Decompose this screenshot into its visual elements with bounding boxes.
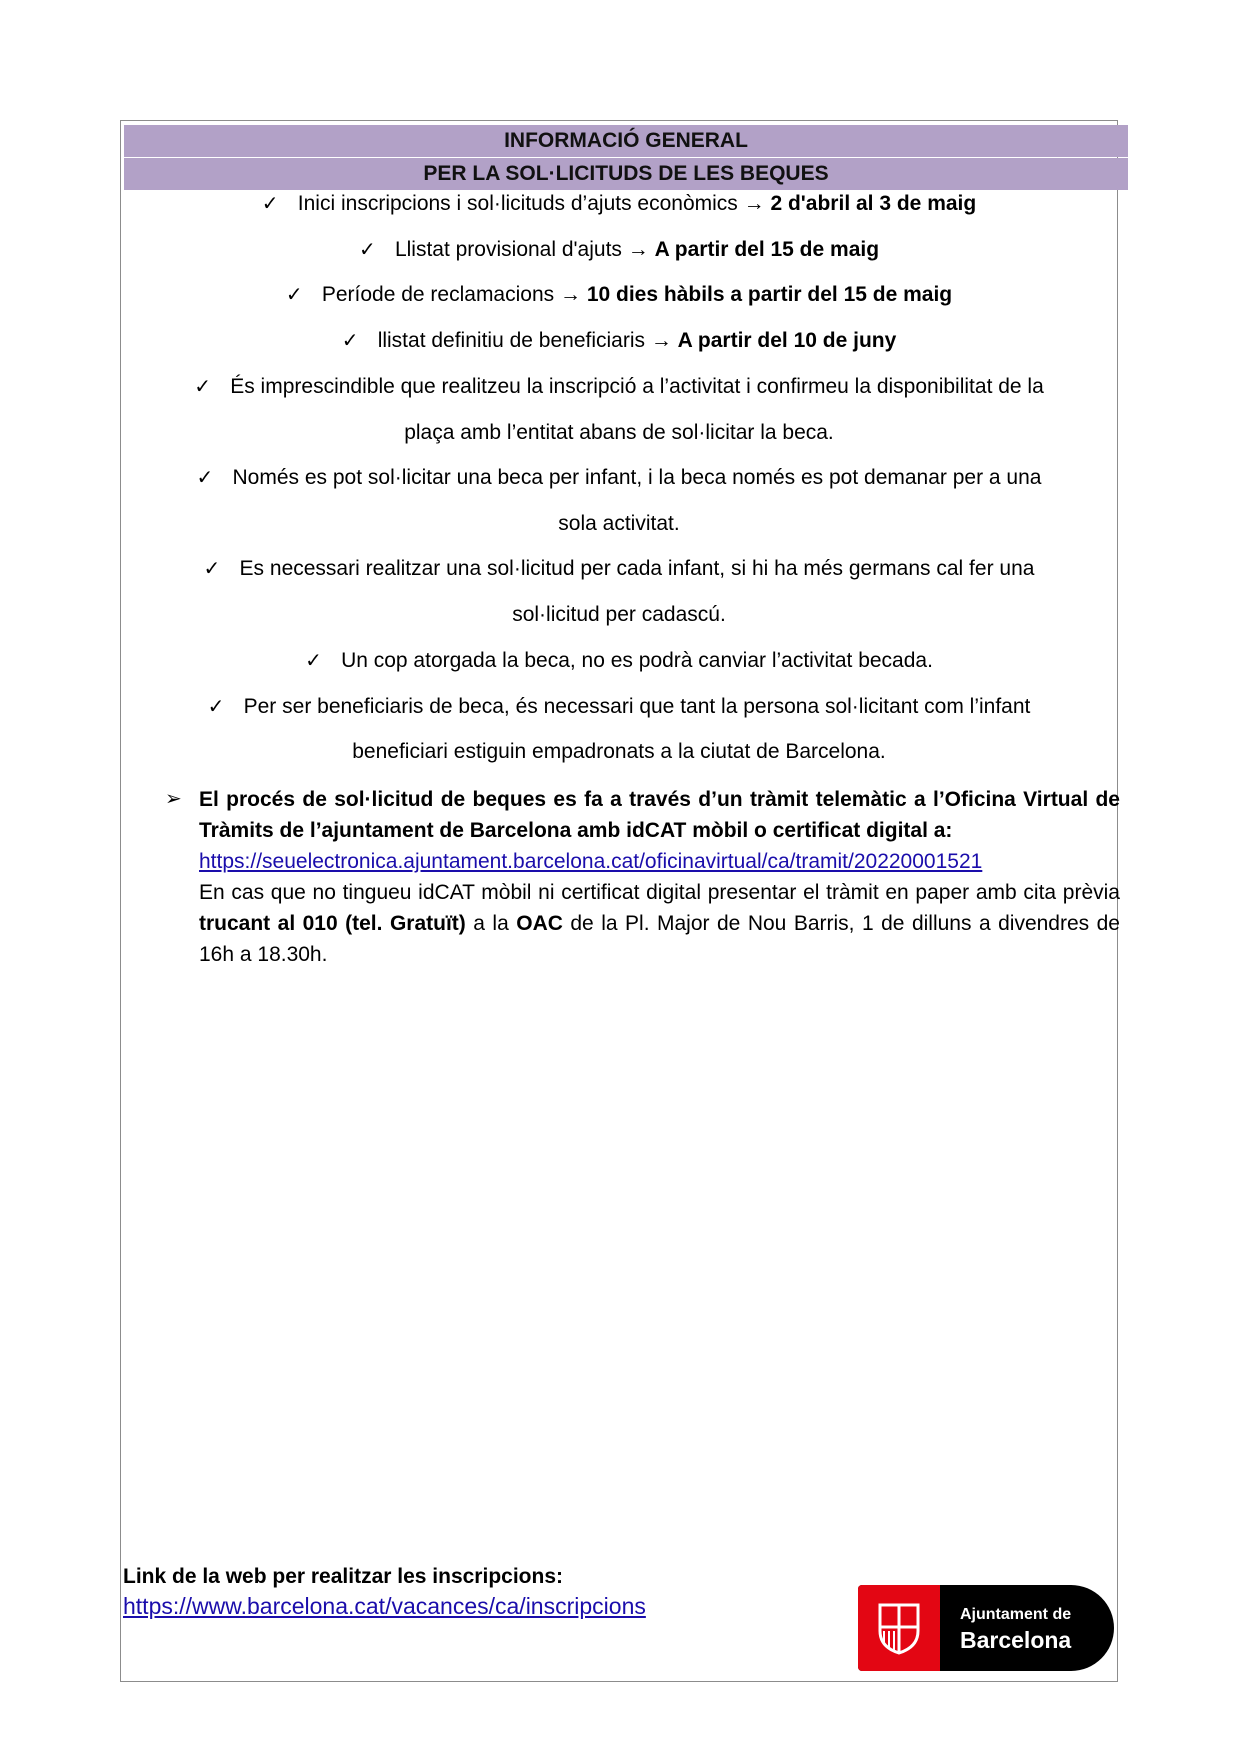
ajuntament-barcelona-logo	[858, 1585, 1114, 1671]
note-5-line-2: beneficiari estiguin empadronats a la ciutat de Barcelona.	[352, 740, 886, 763]
note-3-line-1: ✓ Es necessari realitzar una sol·licitud per cada infant, si hi ha més germans cal fer una	[124, 555, 1114, 583]
note-2-line-1: ✓ Només es pot sol·licitar una beca per infant, i la beca només es pot demanar per a una	[124, 464, 1114, 492]
logo-text-line-2: Barcelona	[960, 1627, 1072, 1653]
header-title-line-2: PER LA SOL·LICITUDS DE LES BEQUES	[124, 158, 1128, 190]
check-icon: ✓	[305, 650, 322, 672]
check-icon: ✓	[261, 193, 279, 215]
check-item-text: llistat definitiu de beneficiaris →	[377, 329, 678, 352]
check-item-date: A partir del 15 de maig	[654, 238, 880, 261]
check-icon: ✓	[194, 376, 211, 398]
note-2-line-2: sola activitat.	[558, 512, 680, 535]
check-icon: ✓	[285, 284, 303, 306]
note-3-line-2: sol·licitud per cadascú.	[512, 603, 726, 626]
check-item-text: Llistat provisional d'ajuts →	[394, 238, 655, 261]
note-1-line-2: plaça amb l’entitat abans de sol·licitar la beca.	[404, 421, 834, 444]
process-paragraph: ➢ El procés de sol·licitud de beques es fa a través d’un tràmit telemàtic a l’Oficina Virtual de Tràmits de l’ajuntament de Barcelona amb idCAT mòbil o certificat digital a: https://seuelectronica.ajuntament.barcelona.cat/oficinavirtual/ca/tramit/20220001521 En cas que no tingueu idCAT mòbil ni certificat digital presentar el tràmit en paper amb cita prèvia trucant al 010 (tel. Gratuït) a la OAC de la Pl. Major de Nou Barris, 1 de dilluns a divendres de 16h a 18.30h.	[165, 784, 1120, 970]
check-item-claims	[124, 281, 1114, 309]
check-item-date: 2 d'abril al 3 de maig	[770, 192, 977, 215]
check-icon: ✓	[358, 239, 376, 261]
note-4-line-1: ✓ Un cop atorgada la beca, no es podrà canviar l’activitat becada.	[124, 647, 1114, 675]
check-icon: ✓	[203, 558, 221, 580]
header-title-line-1: INFORMACIÓ GENERAL	[124, 125, 1128, 157]
arrow-bullet-icon: ➢	[165, 788, 182, 810]
process-bold-text: El procés de sol·licitud de beques es fa a través d’un tràmit telemàtic a l’Oficina Virtual de Tràmits de l’ajuntament de Barcelona amb idCAT mòbil o certificat digital a:	[199, 788, 1120, 842]
check-item-date: 10 dies hàbils a partir del 15 de maig	[586, 283, 953, 306]
check-item-inscriptions	[124, 190, 1114, 218]
footer-label: Link de la web per realitzar les inscripcions:	[123, 1565, 563, 1588]
check-item-text: Període de reclamacions →	[321, 283, 587, 306]
check-icon: ✓	[196, 467, 214, 489]
logo-text-line-1: Ajuntament de	[960, 1606, 1072, 1623]
check-icon: ✓	[341, 330, 359, 352]
logo-red-block	[858, 1585, 940, 1671]
note-1-line-1: ✓ És imprescindible que realitzeu la inscripció a l’activitat i confirmeu la disponibilitat de la	[124, 373, 1114, 401]
check-item-date: A partir del 10 de juny	[677, 329, 897, 352]
check-item-final-list	[124, 327, 1114, 355]
footer-link[interactable]: https://www.barcelona.cat/vacances/ca/inscripcions	[123, 1593, 646, 1619]
process-link[interactable]: https://seuelectronica.ajuntament.barcelona.cat/oficinavirtual/ca/tramit/20220001521	[199, 850, 983, 873]
check-icon: ✓	[207, 696, 225, 718]
check-item-text: Inici inscripcions i sol·licituds d’ajuts econòmics →	[297, 192, 771, 215]
barcelona-shield-icon	[874, 1601, 924, 1655]
check-item-provisional-list	[124, 236, 1114, 264]
note-5-line-1: ✓ Per ser beneficiaris de beca, és necessari que tant la persona sol·licitant com l’infant	[124, 693, 1114, 721]
